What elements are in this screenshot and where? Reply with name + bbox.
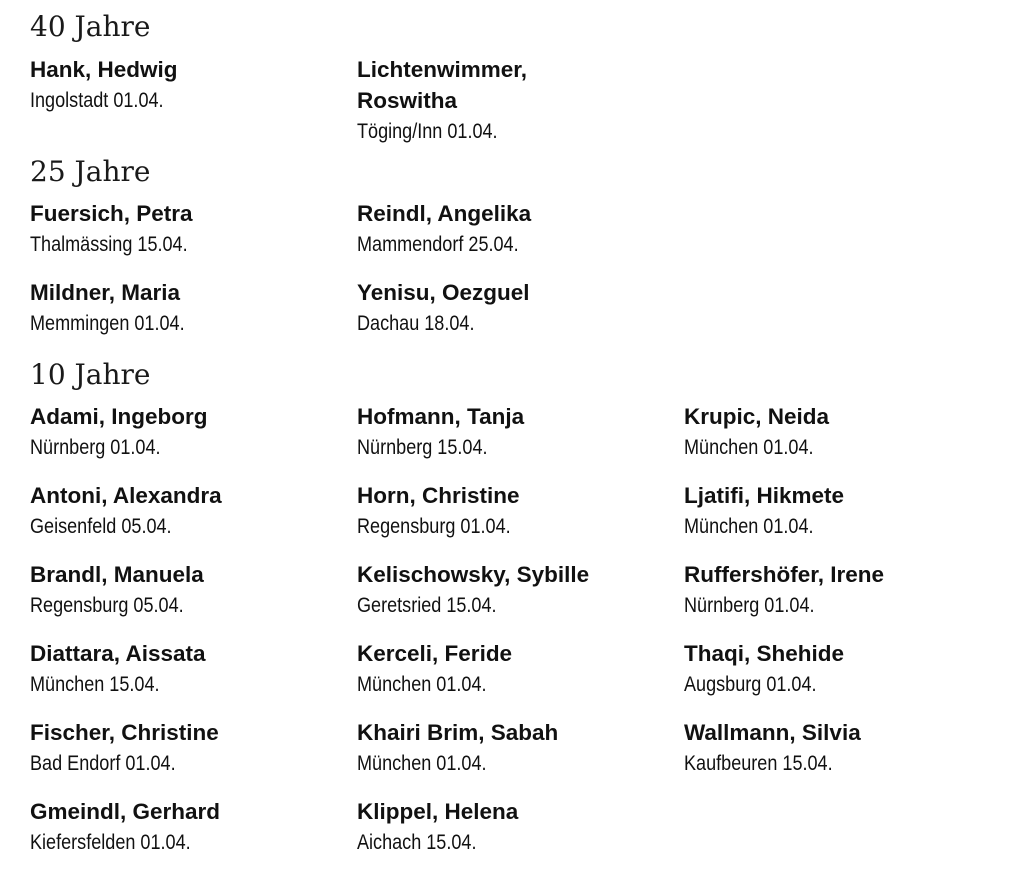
entry-location-date: Geretsried 15.04. (357, 594, 497, 617)
entry-name-continued: Roswitha (357, 88, 458, 113)
jubilee-entry (357, 54, 677, 147)
entry-name: Lichtenwimmer, (357, 57, 528, 82)
jubilee-entry (30, 54, 350, 116)
entry-location-date: Nürnberg 01.04. (30, 436, 161, 459)
jubilee-entry (30, 480, 350, 542)
jubilee-entry (357, 277, 677, 339)
section-title-10-jahre: 10 Jahre (30, 358, 151, 391)
entry-location-date: München 15.04. (30, 673, 160, 696)
jubilee-entry (30, 717, 350, 779)
entry-name: Yenisu, Oezguel (357, 280, 530, 305)
entry-location-date: Dachau 18.04. (357, 312, 475, 335)
jubilee-entry (357, 198, 677, 260)
entry-name: Kelischowsky, Sybille (357, 562, 590, 587)
jubilee-entry (30, 559, 350, 621)
entry-name: Diattara, Aissata (30, 641, 206, 666)
jubilee-entry (357, 401, 677, 463)
entry-location-date: Thalmässing 15.04. (30, 233, 188, 256)
jubilee-entry (30, 638, 350, 700)
entry-name: Brandl, Manuela (30, 562, 204, 587)
entry-location-date: Memmingen 01.04. (30, 312, 185, 335)
section-title-25-jahre: 25 Jahre (30, 155, 151, 188)
section-title-40-jahre: 40 Jahre (30, 10, 151, 43)
entry-name: Horn, Christine (357, 483, 520, 508)
entry-location-date: Regensburg 01.04. (357, 515, 511, 538)
jubilee-entry (684, 559, 1004, 621)
entry-name: Wallmann, Silvia (684, 720, 861, 745)
entry-location-date: München 01.04. (684, 515, 814, 538)
entry-name: Krupic, Neida (684, 404, 830, 429)
entry-name: Kerceli, Feride (357, 641, 513, 666)
entry-location-date: Töging/Inn 01.04. (357, 120, 498, 143)
jubilee-entry (357, 717, 677, 779)
jubilee-entry (684, 480, 1004, 542)
entry-name: Thaqi, Shehide (684, 641, 845, 666)
entry-location-date: München 01.04. (357, 673, 487, 696)
entry-location-date: Kiefersfelden 01.04. (30, 831, 191, 854)
jubilee-entry (684, 717, 1004, 779)
entry-name: Khairi Brim, Sabah (357, 720, 559, 745)
entry-name: Ljatifi, Hikmete (684, 483, 845, 508)
entry-name: Antoni, Alexandra (30, 483, 222, 508)
entry-location-date: Aichach 15.04. (357, 831, 477, 854)
entry-location-date: Kaufbeuren 15.04. (684, 752, 833, 775)
jubilee-entry (684, 638, 1004, 700)
entry-name: Hofmann, Tanja (357, 404, 525, 429)
entry-name: Mildner, Maria (30, 280, 181, 305)
jubilee-entry (357, 796, 677, 858)
jubilee-entry (357, 559, 677, 621)
jubilee-entry (30, 401, 350, 463)
jubilee-entry (30, 277, 350, 339)
entry-name: Ruffershöfer, Irene (684, 562, 885, 587)
entry-name: Reindl, Angelika (357, 201, 532, 226)
entry-location-date: Mammendorf 25.04. (357, 233, 519, 256)
entry-location-date: München 01.04. (684, 436, 814, 459)
jubilee-entry (30, 198, 350, 260)
entry-name: Fuersich, Petra (30, 201, 193, 226)
entry-location-date: Bad Endorf 01.04. (30, 752, 176, 775)
entry-location-date: Regensburg 05.04. (30, 594, 184, 617)
jubilee-entry (684, 401, 1004, 463)
entry-location-date: Ingolstadt 01.04. (30, 89, 164, 112)
entry-name: Hank, Hedwig (30, 57, 178, 82)
entry-name: Klippel, Helena (357, 799, 519, 824)
entry-location-date: Nürnberg 15.04. (357, 436, 488, 459)
entry-location-date: Augsburg 01.04. (684, 673, 817, 696)
entry-location-date: München 01.04. (357, 752, 487, 775)
entry-location-date: Geisenfeld 05.04. (30, 515, 172, 538)
entry-name: Gmeindl, Gerhard (30, 799, 221, 824)
jubilee-entry (30, 796, 350, 858)
entry-location-date: Nürnberg 01.04. (684, 594, 815, 617)
jubilee-entry (357, 480, 677, 542)
entry-name: Adami, Ingeborg (30, 404, 208, 429)
jubilee-entry (357, 638, 677, 700)
entry-name: Fischer, Christine (30, 720, 219, 745)
